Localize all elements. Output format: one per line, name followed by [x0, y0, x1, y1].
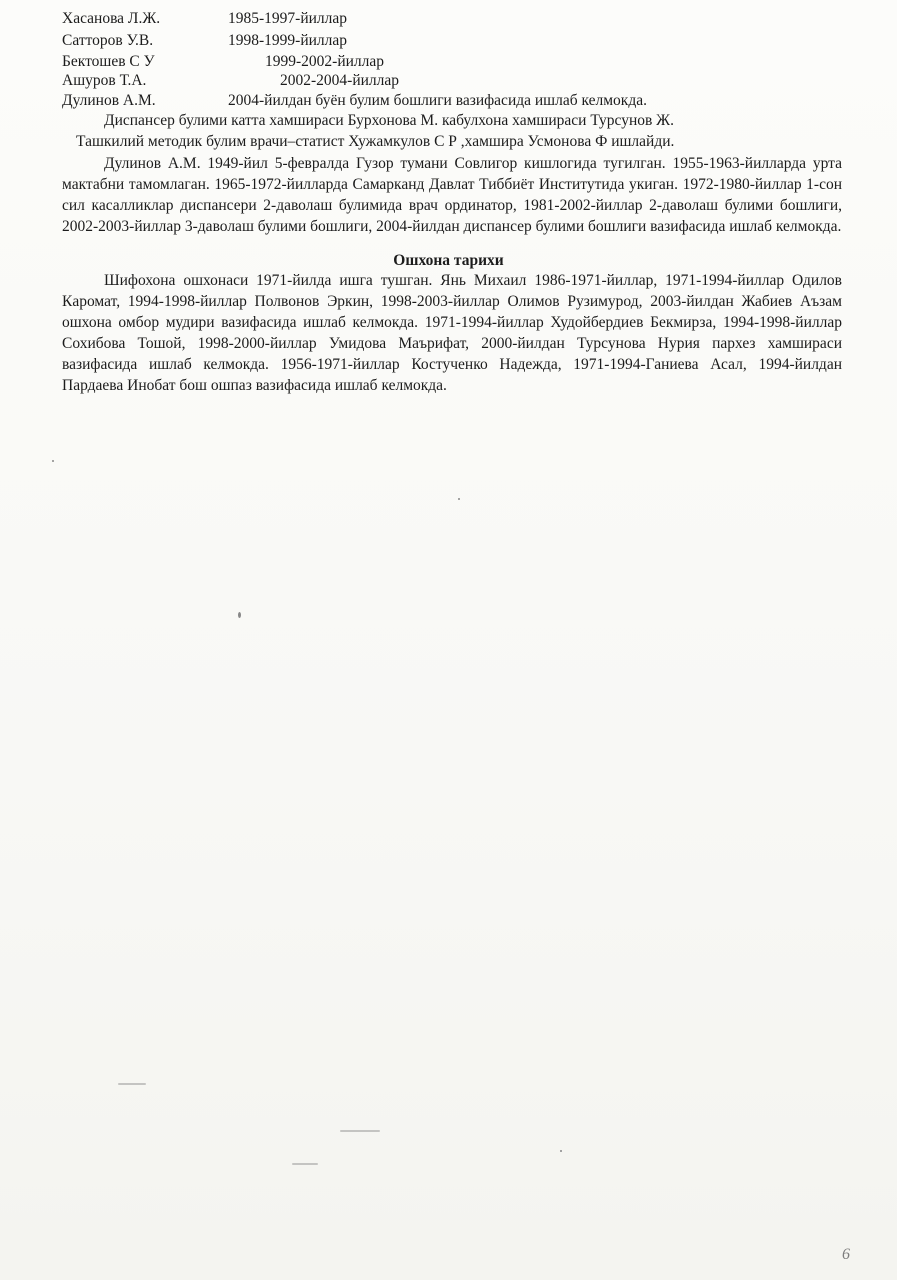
scan-smudge: [292, 1163, 318, 1165]
staff-years: 2002-2004-йиллар: [280, 72, 400, 89]
scan-smudge: [118, 1083, 146, 1085]
staff-name: Дулинов А.М.: [62, 92, 156, 109]
staff-years: 1998-1999-йиллар: [228, 32, 348, 49]
staff-name: Хасанова Л.Ж.: [62, 10, 161, 27]
scan-smudge: [340, 1130, 380, 1132]
biography-paragraph: Дулинов А.М. 1949-йил 5-февралда Гузор тумани Совлигор кишлогида тугилган. 1955-1963-йилларда урта мактабни тамомлаган. 1965-1972-йилларда Самарканд Давлат Тиббиёт Институтида укиган. 1972-1980-йиллар 1-сон сил касалликлар диспансери 2-даволаш булимида врач ординатор, 1981-2002-йиллар 2-даволаш булими бошлиги, 2002-2003-йиллар 3-даволаш булими бошлиги, 2004-йилдан диспансер булими бошлиги вазифасида ишлаб келмокда.: [62, 155, 842, 235]
staff-years: 2004-йилдан буён булим бошлиги вазифасида ишлаб келмокда.: [228, 92, 647, 109]
scan-speck: [458, 498, 460, 500]
note-line-nurses: Диспансер булими катта хамшираси Бурхонова М. кабулхона хамшираси Турсунов Ж.: [104, 112, 674, 129]
scan-speck: [560, 1150, 562, 1152]
staff-name: Сатторов У.В.: [62, 32, 154, 49]
section-title: Ошхона тарихи: [393, 252, 504, 269]
staff-name: Ашуров Т.А.: [62, 72, 147, 89]
page-number: 6: [842, 1246, 850, 1263]
kitchen-history-paragraph: Шифохона ошхонаси 1971-йилда ишга тушган. Янь Михаил 1986-1971-йиллар, 1971-1994-йиллар Одилов Кaромат, 1994-1998-йиллар Полвонов Эркин, 1998-2003-йиллар Олимов Рузимурод, 2003-йилдан Жабиев Аъзам ошхона омбор мудири вазифасида ишлаб келмокда. 1971-1994-йиллар Худойбердиев Бекмирза, 1994-1998-йиллар Сохибова Тошой, 1998-2000-йиллар Умидова Маърифат, 2000-йилдан Турсунова Нурия пархез хамшираси вазифасида ишлаб келмокда. 1956-1971-йиллар Костученко Надежда, 1971-1994-Ганиева Асал, 1994-йилдан Пардаева Инобат бош ошпаз вазифасида ишлаб келмокда.: [62, 272, 842, 394]
staff-years: 1985-1997-йиллар: [228, 10, 348, 27]
staff-years: 1999-2002-йиллар: [265, 53, 385, 70]
scan-speck: [52, 460, 54, 462]
staff-name: Бектошев С У: [62, 53, 155, 70]
scan-speck: [238, 612, 241, 618]
note-line-methodical: Ташкилий методик булим врачи–статист Хужамкулов С Р ,хамшира Усмонова Ф ишлайди.: [76, 133, 675, 150]
